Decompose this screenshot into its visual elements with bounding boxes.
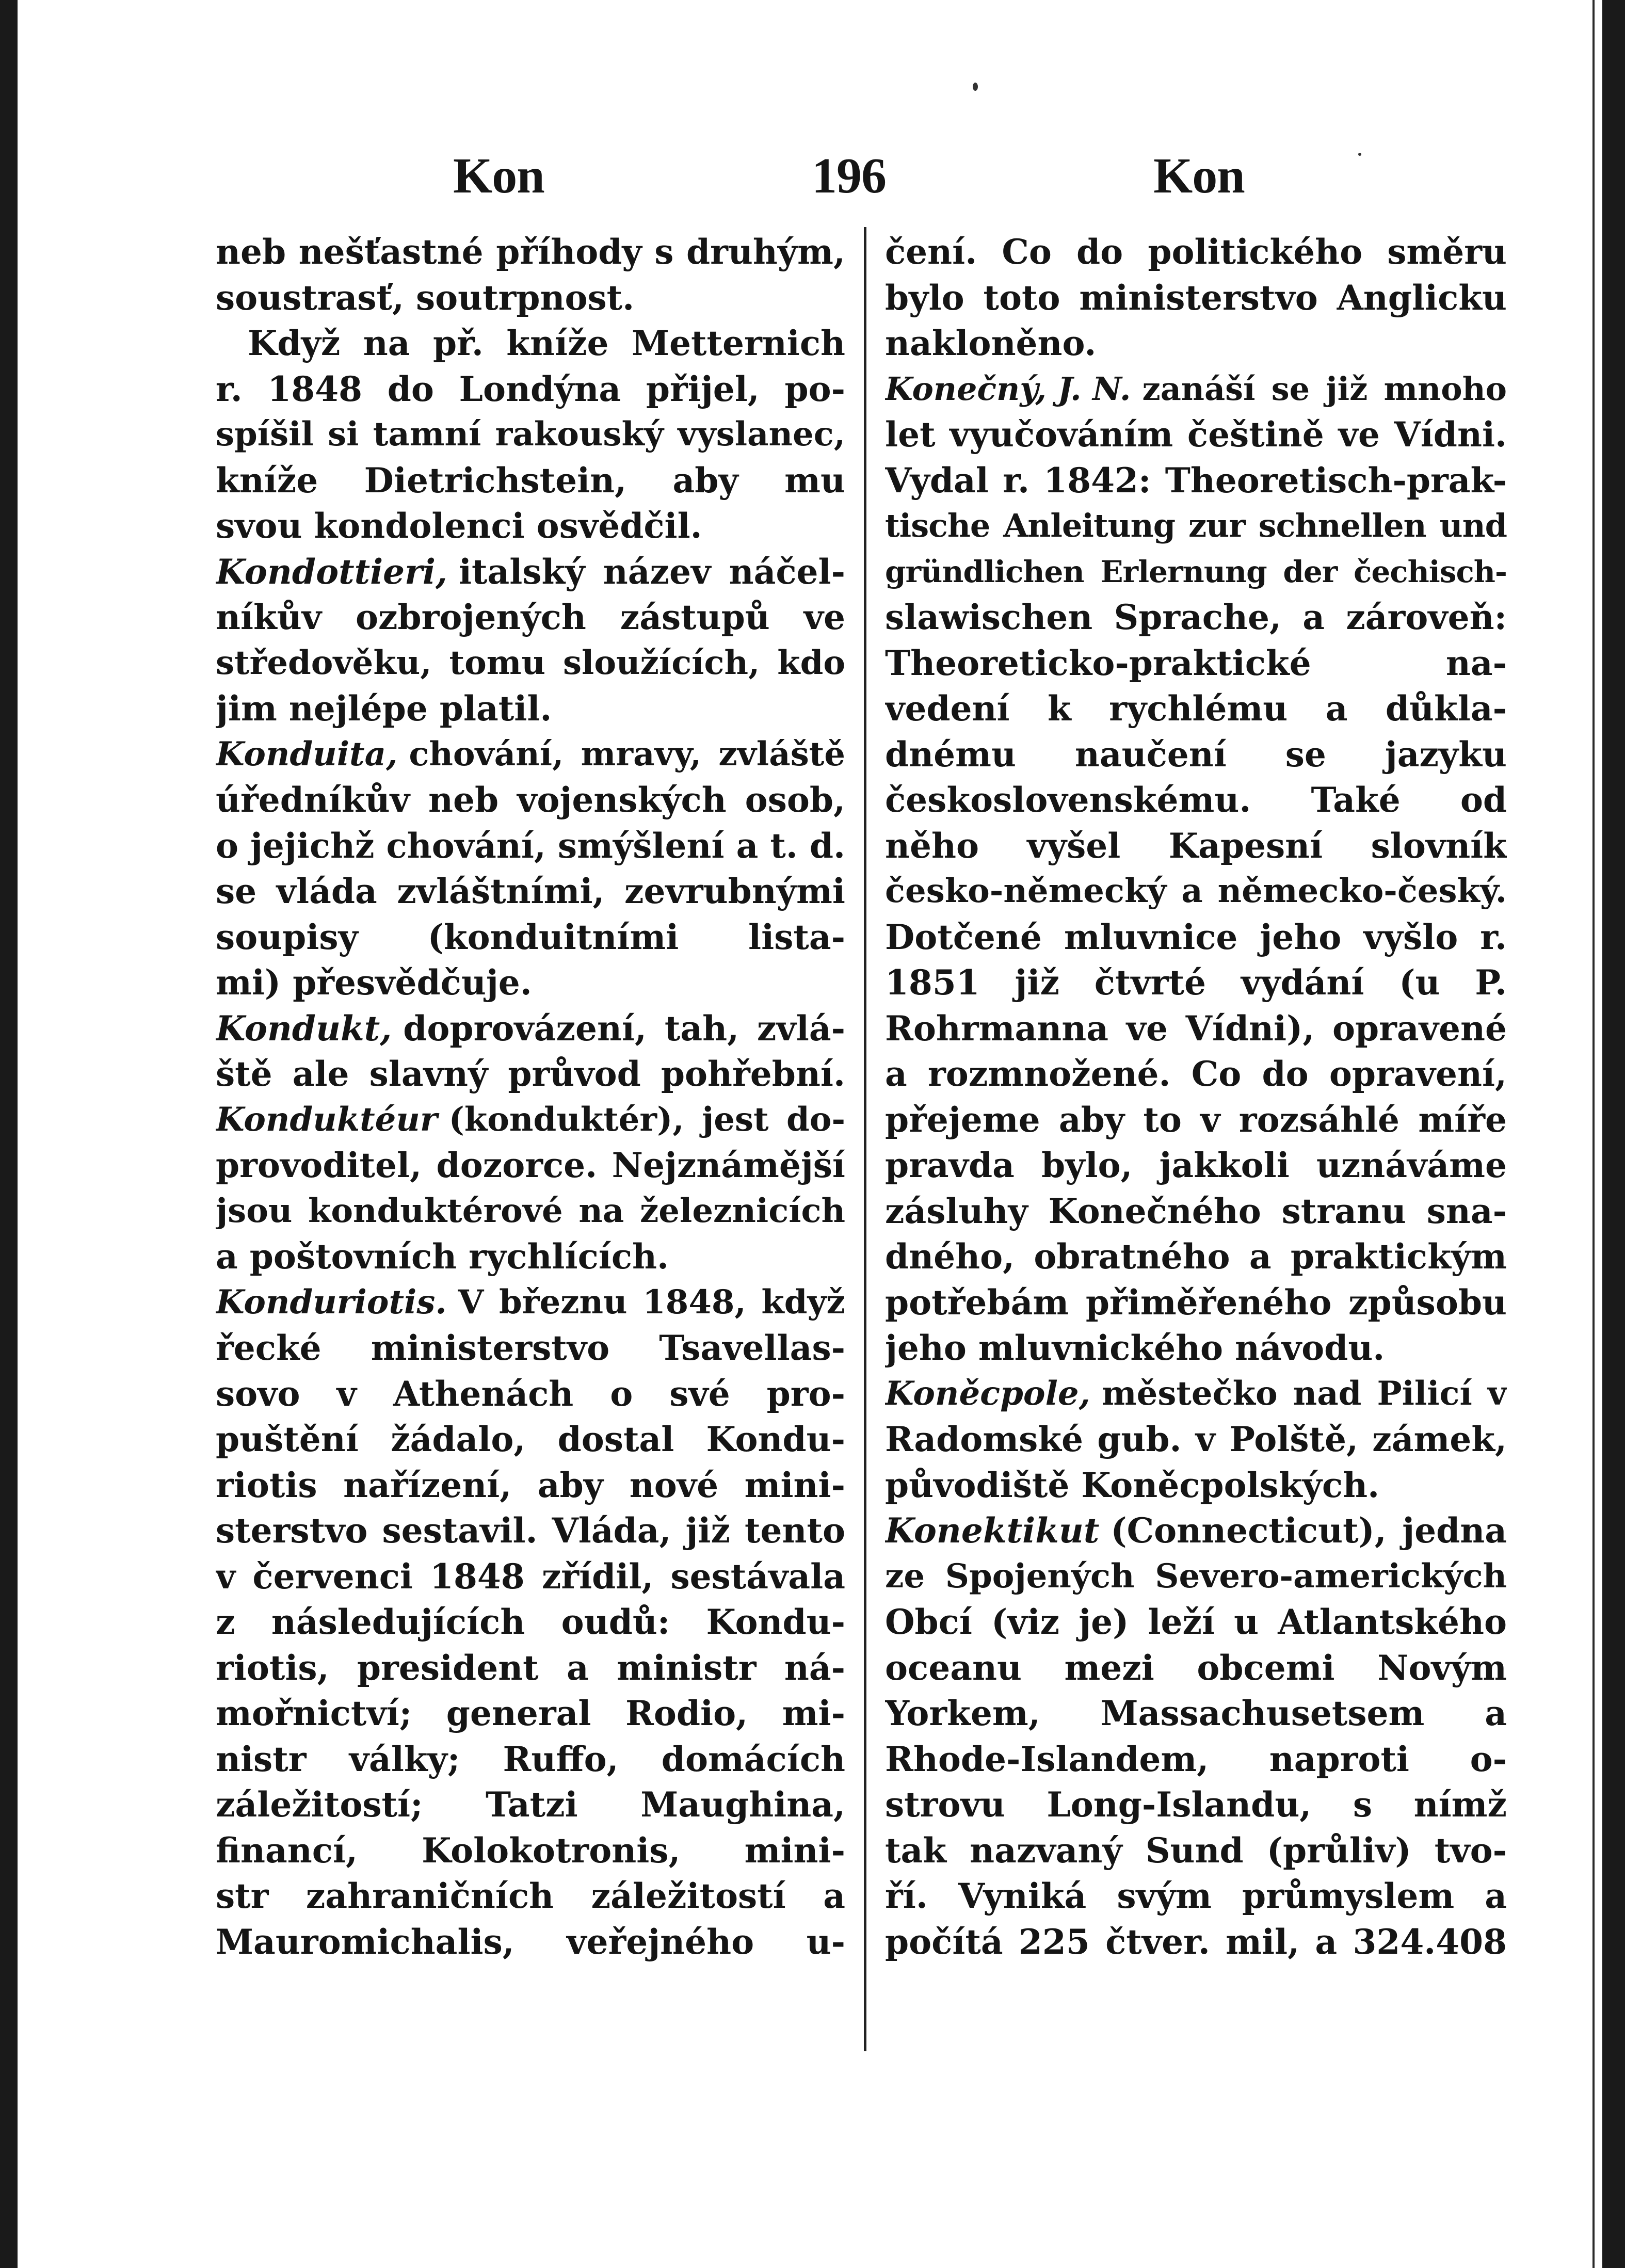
entry-headword: Konduita, — [216, 734, 398, 774]
text-line — [216, 914, 845, 960]
text-line — [885, 1234, 1507, 1280]
text-line — [216, 1051, 845, 1097]
line-text: jim nejlépe platil. — [216, 688, 552, 729]
line-text: let vyučováním češtině ve Vídni. — [885, 414, 1507, 455]
line-text: a rozmnožené. Co do opravení, — [885, 1054, 1507, 1094]
line-text: V březnu 1848, když — [458, 1282, 845, 1322]
line-text: kníže Dietrichstein, aby mu — [216, 460, 845, 501]
text-line — [885, 1462, 1507, 1508]
line-text: středověku, tomu sloužících, kdo — [216, 643, 845, 682]
column-divider — [864, 227, 866, 2051]
entry-headword: Konektikut — [885, 1510, 1100, 1551]
text-line — [216, 1143, 845, 1188]
text-line — [885, 1417, 1507, 1462]
line-text: Když na př. kníže Metternich — [248, 323, 845, 363]
text-line — [885, 1599, 1507, 1645]
line-text: Mauromichalis, veřejného u- — [216, 1921, 845, 1962]
text-line — [216, 412, 845, 458]
text-line — [885, 1325, 1507, 1371]
line-text: úředníkův neb vojenských osob, — [216, 780, 845, 820]
line-text: československému. Také od — [885, 780, 1507, 820]
line-text: chování, mravy, zvláště — [409, 734, 845, 774]
line-text: čení. Co do politického směru — [885, 232, 1507, 272]
text-line — [216, 366, 845, 412]
line-text: Rohrmanna ve Vídni), opravené — [885, 1008, 1507, 1049]
text-line — [216, 1325, 845, 1371]
line-text: neb nešťastné příhody s druhým, — [216, 232, 845, 272]
text-line — [885, 412, 1507, 458]
line-text: bylo toto ministerstvo Anglicku — [885, 277, 1507, 318]
text-line — [885, 1051, 1507, 1097]
scan-fold-line — [1592, 0, 1595, 2268]
text-line — [885, 640, 1507, 686]
text-line — [885, 868, 1507, 914]
text-line — [216, 594, 845, 640]
line-text: a poštovních rychlících. — [216, 1236, 669, 1277]
line-text: gründlichen Erlernung der čechisch- — [885, 554, 1507, 589]
text-line — [885, 320, 1507, 366]
text-line — [885, 732, 1507, 778]
text-line — [216, 1919, 845, 1965]
text-line — [885, 1919, 1507, 1965]
running-header — [0, 147, 1625, 209]
text-line — [216, 823, 845, 869]
text-line — [216, 686, 845, 732]
text-line — [885, 960, 1507, 1006]
line-text: soustrasť, soutrpnost. — [216, 277, 635, 318]
line-text: přejeme aby to v rozsáhlé míře — [885, 1099, 1507, 1140]
text-line — [216, 1097, 845, 1143]
line-text: Yorkem, Massachusetsem a — [885, 1693, 1507, 1733]
line-text: česko-německý a německo-český. — [885, 872, 1507, 910]
line-text: tak nazvaný Sund (průliv) tvo- — [885, 1830, 1507, 1871]
line-text: původiště Koněcpolských. — [885, 1465, 1380, 1505]
line-text: městečko nad Pilicí v — [1101, 1374, 1507, 1413]
text-line — [885, 1508, 1507, 1554]
line-text: sovo v Athenách o své pro- — [216, 1373, 845, 1414]
scan-right-edge — [1602, 0, 1625, 2268]
page-number: 196 — [812, 148, 886, 204]
text-line — [216, 1873, 845, 1919]
line-text: pravda bylo, jakkoli uznáváme — [885, 1145, 1507, 1185]
text-line — [885, 503, 1507, 549]
text-line — [216, 549, 845, 595]
line-text: potřebám přiměřeného způsobu — [885, 1282, 1507, 1323]
text-line — [216, 1554, 845, 1600]
line-text: 1851 již čtvrté vydání (u P. — [885, 962, 1507, 1003]
text-line — [885, 275, 1507, 321]
text-line — [885, 229, 1507, 275]
text-line — [216, 1006, 845, 1052]
line-text: nakloněno. — [885, 323, 1097, 363]
text-line — [885, 1828, 1507, 1874]
text-line — [216, 1371, 845, 1417]
line-text: oceanu mezi obcemi Novým — [885, 1647, 1507, 1688]
line-text: Obcí (viz je) leží u Atlantského — [885, 1602, 1507, 1642]
text-line — [216, 229, 845, 275]
text-line — [216, 320, 845, 366]
line-text: sterstvo sestavil. Vláda, již tento — [216, 1510, 845, 1551]
text-line — [885, 823, 1507, 869]
text-line — [216, 732, 845, 778]
line-text: spíšil si tamní rakouský vyslanec, — [216, 415, 845, 454]
text-line — [216, 1691, 845, 1736]
text-line — [216, 458, 845, 504]
line-text: dnému naučení se jazyku — [885, 734, 1507, 775]
line-text: riotis nařízení, aby nové mini- — [216, 1465, 845, 1505]
line-text: ze Spojených Severo-amerických — [885, 1556, 1507, 1596]
text-line — [885, 1782, 1507, 1828]
line-text: slawischen Sprache, a zároveň: — [885, 597, 1507, 637]
text-line — [885, 1143, 1507, 1188]
text-line — [216, 960, 845, 1006]
line-text: italský název náčel- — [458, 551, 845, 592]
line-text: svou kondolenci osvědčil. — [216, 506, 702, 546]
text-line — [885, 686, 1507, 732]
text-line — [216, 1599, 845, 1645]
entry-headword: Kondottieri, — [216, 551, 447, 592]
line-text: Rhode-Islandem, naproti o- — [885, 1739, 1507, 1779]
line-text: Radomské gub. v Polště, zámek, — [885, 1419, 1507, 1459]
entry-headword: Konduktéur — [216, 1100, 438, 1139]
text-line — [885, 1736, 1507, 1782]
text-line — [216, 1417, 845, 1462]
line-text: jsou konduktérové na železnicích — [216, 1191, 845, 1230]
text-line — [885, 1280, 1507, 1326]
text-line — [885, 1006, 1507, 1052]
entry-headword: Koněcpole, — [885, 1374, 1090, 1413]
text-line — [216, 275, 845, 321]
text-line — [885, 1645, 1507, 1691]
text-line — [885, 366, 1507, 412]
text-line — [885, 1097, 1507, 1143]
line-text: provoditel, dozorce. Nejznámější — [216, 1145, 845, 1185]
line-text: se vláda zvláštními, zevrubnými — [216, 871, 845, 911]
text-line — [216, 503, 845, 549]
line-text: níkův ozbrojených zástupů ve — [216, 597, 845, 637]
text-line — [885, 1873, 1507, 1919]
text-line — [885, 1691, 1507, 1736]
line-text: počítá 225 čtver. mil, a 324.408 — [885, 1921, 1507, 1962]
entry-headword: Kondukt, — [216, 1008, 392, 1049]
text-line — [885, 1188, 1507, 1234]
line-text: Theoreticko-praktické na- — [885, 642, 1507, 683]
line-text: záležitostí; Tatzi Maughina, — [216, 1784, 845, 1825]
line-text: jeho mluvnického návodu. — [885, 1328, 1385, 1368]
line-text: riotis, president a ministr ná- — [216, 1647, 845, 1688]
text-line — [216, 640, 845, 686]
line-text: Vydal r. 1842: Theoretisch-prak- — [885, 460, 1507, 501]
text-line — [216, 868, 845, 914]
line-text: o jejichž chování, smýšlení a t. d. — [216, 825, 845, 866]
line-text: (Connecticut), jedna — [1111, 1510, 1507, 1551]
line-text: zanáší se již mnoho — [1142, 369, 1507, 408]
line-text: z následujících oudů: Kondu- — [216, 1602, 845, 1642]
line-text: Dotčené mluvnice jeho vyšlo r. — [885, 916, 1507, 957]
text-line — [216, 1188, 845, 1234]
header-left-word: Kon — [453, 148, 544, 204]
line-text: ří. Vyniká svým průmyslem a — [885, 1876, 1507, 1916]
text-line — [216, 777, 845, 823]
text-line — [216, 1736, 845, 1782]
text-line — [885, 777, 1507, 823]
text-line — [885, 594, 1507, 640]
scan-left-edge — [0, 0, 18, 2268]
text-line — [885, 458, 1507, 504]
text-line — [885, 1371, 1507, 1417]
line-text: str zahraničních záležitostí a — [216, 1876, 845, 1916]
text-line — [216, 1280, 845, 1326]
text-line — [885, 1554, 1507, 1600]
line-text: financí, Kolokotronis, mini- — [216, 1830, 845, 1871]
line-text: strovu Long-Islandu, s nímž — [885, 1784, 1507, 1825]
text-line — [216, 1828, 845, 1874]
line-text: puštění žádalo, dostal Kondu- — [216, 1419, 845, 1459]
entry-headword: Konduriotis. — [216, 1282, 447, 1322]
entry-headword: Konečný, J. N. — [885, 369, 1131, 408]
text-line — [216, 1234, 845, 1280]
line-text: zásluhy Konečného stranu sna- — [885, 1191, 1507, 1231]
line-text: řecké ministerstvo Tsavellas- — [216, 1328, 845, 1368]
text-line — [885, 914, 1507, 960]
line-text: doprovázení, tah, zvlá- — [403, 1008, 845, 1049]
header-right-word: Kon — [1153, 148, 1245, 204]
ink-speck — [973, 83, 978, 91]
text-line — [885, 549, 1507, 595]
line-text: r. 1848 do Londýna přijel, po- — [216, 368, 845, 409]
line-text: v červenci 1848 zřídil, sestávala — [216, 1556, 845, 1597]
line-text: (konduktér), jest do- — [448, 1100, 845, 1139]
line-text: něho vyšel Kapesní slovník — [885, 825, 1507, 866]
line-text: nistr války; Ruffo, domácích — [216, 1739, 845, 1779]
text-line — [216, 1462, 845, 1508]
text-line — [216, 1645, 845, 1691]
left-column — [216, 229, 845, 1965]
right-column — [885, 229, 1507, 1965]
line-text: ště ale slavný průvod pohřební. — [216, 1054, 845, 1094]
line-text: soupisy (konduitními lista- — [216, 916, 845, 957]
text-line — [216, 1508, 845, 1554]
line-text: mi) přesvědčuje. — [216, 962, 532, 1003]
line-text: tische Anleitung zur schnellen und — [885, 507, 1507, 544]
line-text: vedení k rychlému a důkla- — [885, 688, 1507, 729]
line-text: dného, obratného a praktickým — [885, 1236, 1507, 1277]
line-text: mořnictví; general Rodio, mi- — [216, 1693, 845, 1733]
text-line — [216, 1782, 845, 1828]
